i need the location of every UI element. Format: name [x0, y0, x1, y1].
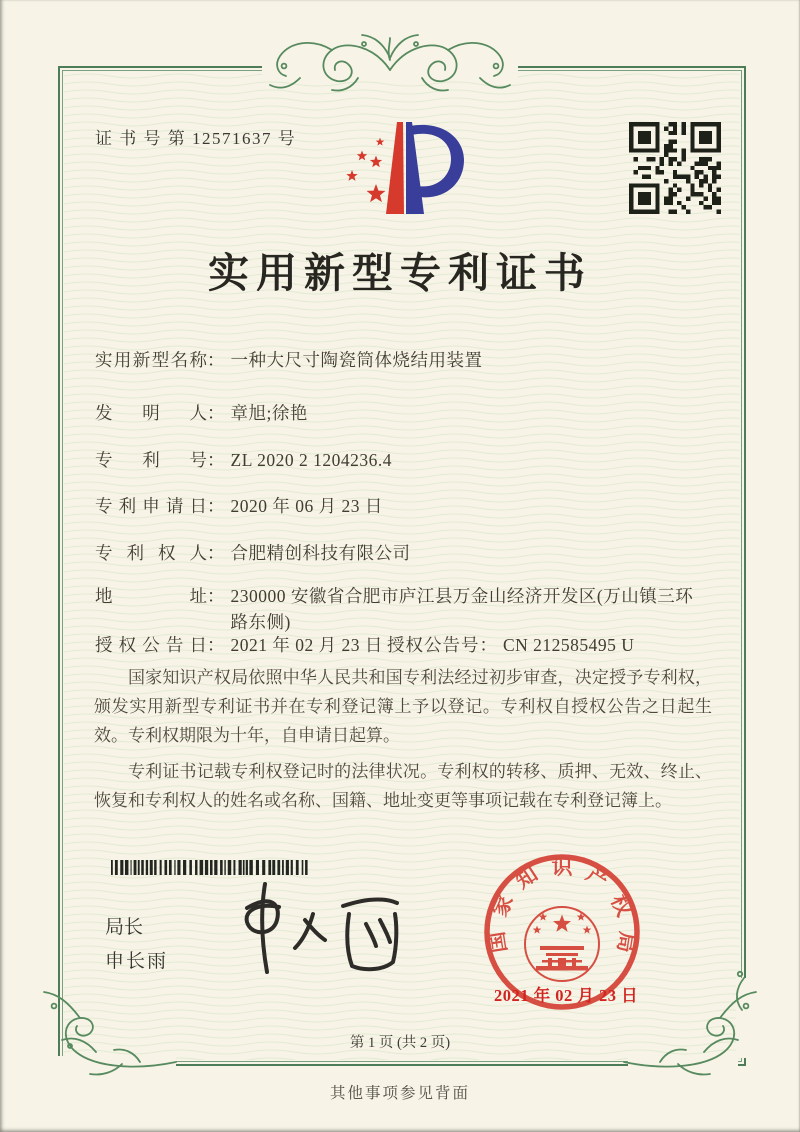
field-value: 章旭;徐艳: [230, 403, 308, 423]
field-colon: ：: [207, 586, 225, 606]
svg-text:产: 产: [582, 861, 613, 894]
qr-code: [629, 122, 721, 214]
field-row-address: [95, 583, 705, 635]
svg-text:知: 知: [511, 861, 542, 894]
field-colon: ：: [207, 450, 225, 470]
field-row-patent-number: [95, 447, 392, 472]
field-colon: ：: [207, 350, 225, 370]
grant-date-value: 2021 年 02 月 23 日: [230, 635, 383, 655]
field-row-filing-date: [95, 493, 383, 518]
field-colon: ：: [207, 543, 225, 563]
field-value: 230000 安徽省合肥市庐江县万金山经济开发区(万山镇三环路东侧): [230, 586, 694, 632]
field-row-name: [95, 347, 483, 372]
cnipa-logo-icon: [340, 110, 480, 228]
field-label: 专利权人: [95, 543, 207, 563]
svg-text:家: 家: [487, 891, 518, 921]
back-note: 其他事项参见背面: [329, 1085, 470, 1102]
field-row-grant: [95, 632, 635, 657]
field-label: 授权公告日: [95, 635, 207, 655]
svg-text:国: 国: [484, 929, 512, 955]
field-label: 发明人: [95, 403, 207, 423]
field-label: 专利号: [95, 450, 207, 470]
signature-autograph-icon: [225, 876, 415, 984]
field-value: 合肥精创科技有限公司: [230, 543, 411, 563]
field-label: 实用新型名称: [95, 350, 207, 370]
field-row-inventor: [95, 400, 308, 425]
legal-paragraph-2: 专利证书记载专利权登记时的法律状况。专利权的转移、质押、无效、终止、恢复和专利权人的姓名或名称、国籍、地址变更等事项记载在专利登记簿上。: [94, 762, 712, 810]
field-label: 专利申请日: [95, 496, 207, 516]
field-row-patentee: [95, 540, 411, 565]
signer-role: 局长: [105, 917, 144, 938]
grant-number-group: [387, 632, 634, 657]
svg-text:权: 权: [606, 891, 637, 921]
grant-number-value: CN 212585495 U: [503, 635, 635, 655]
svg-text:识: 识: [551, 855, 573, 879]
certificate-title: 实用新型专利证书: [208, 250, 592, 296]
legal-text-block: [94, 663, 712, 822]
certificate-number: 证 书 号 第 12571637 号: [95, 129, 297, 148]
field-colon: ：: [479, 635, 497, 655]
field-label: 地址: [95, 586, 207, 606]
field-colon: ：: [207, 496, 225, 516]
legal-paragraph-1: 国家知识产权局依照中华人民共和国专利法经过初步审查，决定授予专利权，颁发实用新型专利证书并在专利登记簿上予以登记。专利权自授权公告之日起生效。专利权期限为十年，自申请日起算。: [94, 668, 712, 745]
barcode: [111, 860, 311, 875]
signer-name: 申长雨: [105, 951, 169, 972]
field-colon: ：: [207, 635, 225, 655]
svg-text:局: 局: [612, 929, 640, 955]
field-value: 2020 年 06 月 23 日: [230, 496, 383, 516]
national-emblem-icon: [525, 907, 599, 981]
field-value: ZL 2020 2 1204236.4: [230, 450, 392, 470]
field-label: 授权公告号: [387, 635, 480, 655]
field-colon: ：: [207, 403, 225, 423]
field-value: 一种大尺寸陶瓷筒体烧结用装置: [230, 350, 483, 370]
page-number: 第 1 页 (共 2 页): [349, 1035, 451, 1051]
seal-date: 2021 年 02 月 23 日: [493, 986, 639, 1005]
